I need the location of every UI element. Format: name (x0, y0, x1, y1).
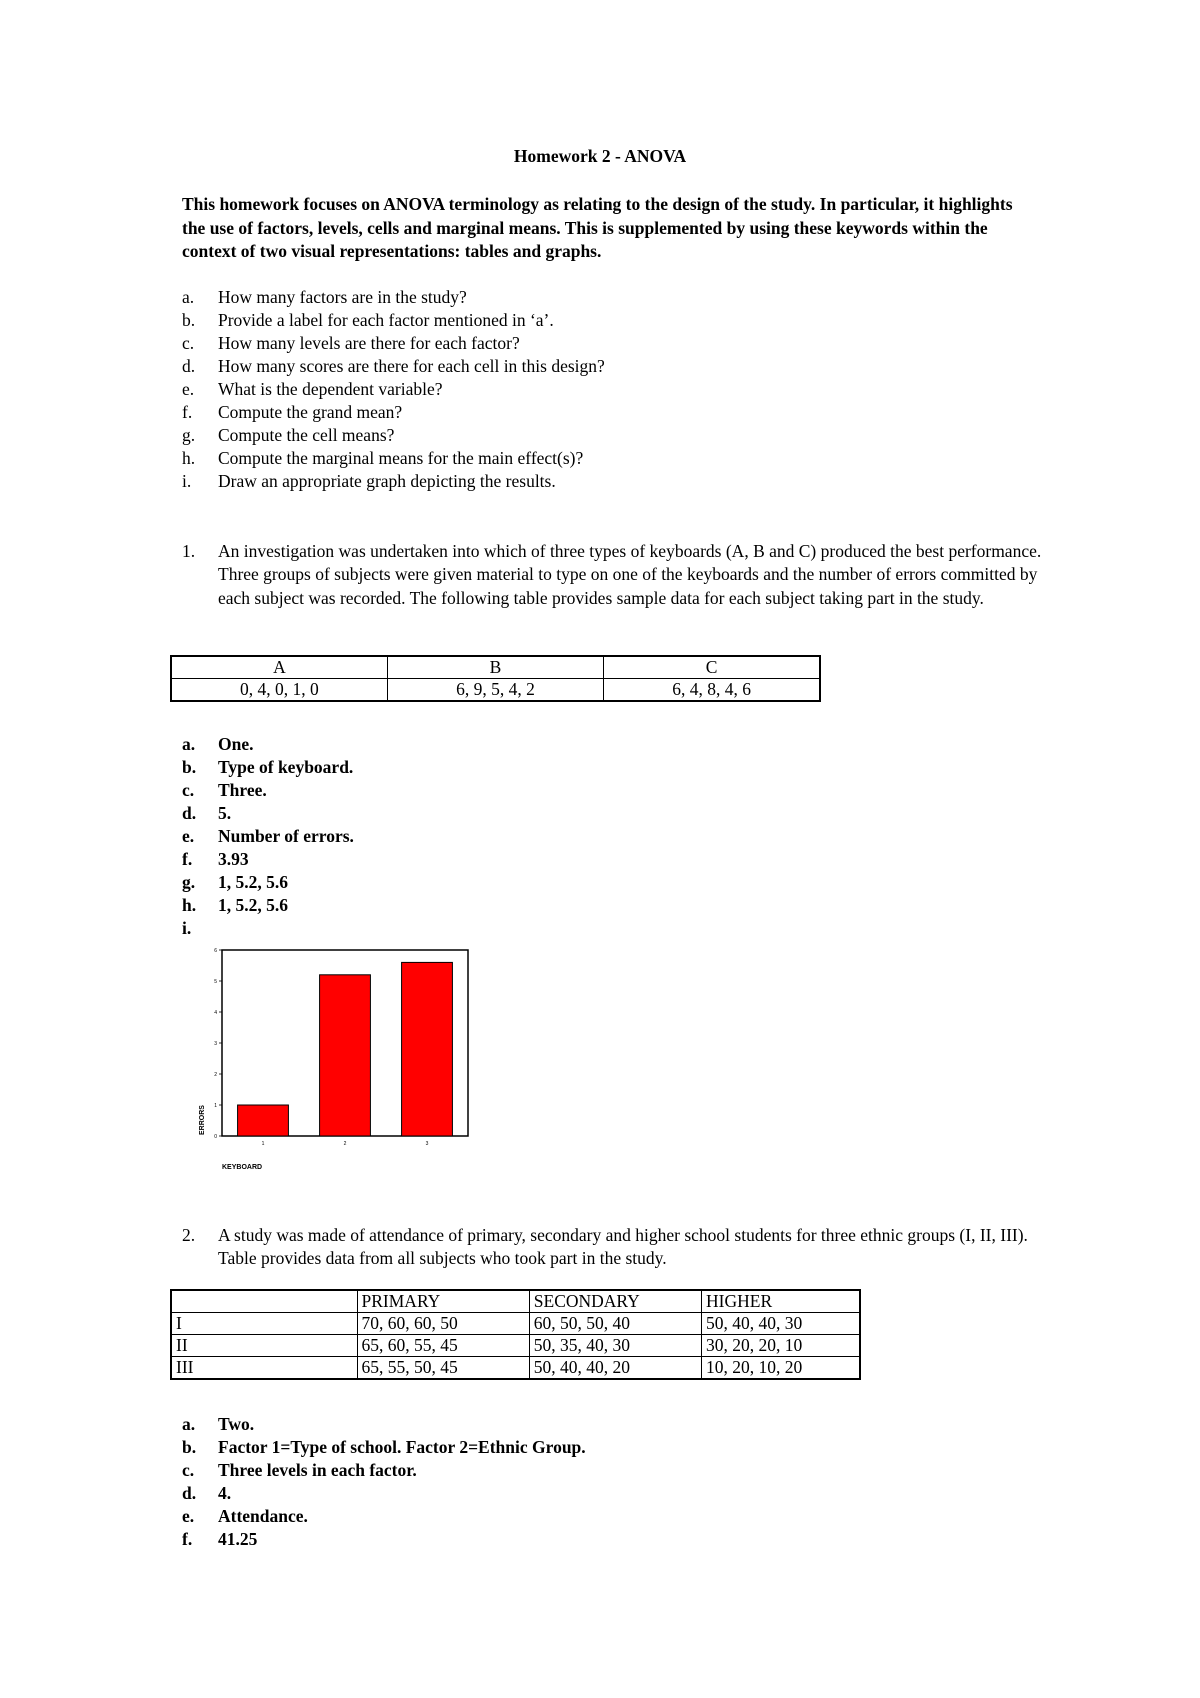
y-tick-label: 2 (214, 1072, 217, 1078)
table-cell: 50, 40, 40, 30 (702, 1313, 860, 1335)
table-row (171, 1357, 860, 1380)
item-label: a. (182, 287, 195, 307)
answer-text: 4. (218, 1483, 232, 1503)
problem-number: 1. (182, 541, 196, 561)
answer-label: h. (182, 895, 197, 915)
table-cell: 70, 60, 60, 50 (357, 1313, 529, 1335)
table-header-cell: C (604, 656, 820, 679)
table-header-row (171, 656, 820, 679)
problem-1 (182, 540, 1042, 610)
table-header-cell: SECONDARY (529, 1290, 701, 1313)
answer-label: b. (182, 1437, 197, 1457)
item-text: Compute the marginal means for the main effect(s)? (218, 448, 584, 468)
answer-text: 5. (218, 803, 232, 823)
table-cell: 6, 9, 5, 4, 2 (387, 679, 603, 702)
answer-label: c. (182, 1460, 195, 1480)
table-cell: 65, 55, 50, 45 (357, 1357, 529, 1380)
keyboard-errors-bar-chart (190, 945, 490, 1175)
table-cell: 10, 20, 10, 20 (702, 1357, 860, 1380)
answer-label: a. (182, 734, 196, 754)
item-text: How many scores are there for each cell in this design? (218, 356, 605, 376)
page-title: Homework 2 - ANOVA (513, 146, 687, 166)
table-header-cell (171, 1290, 357, 1313)
x-tick-label: 1 (261, 1141, 265, 1147)
answer-text: Two. (218, 1414, 255, 1434)
answer-text: Three. (218, 780, 267, 800)
table-cell: 0, 4, 0, 1, 0 (171, 679, 387, 702)
y-tick-label: 0 (214, 1134, 217, 1140)
attendance-table (170, 1289, 861, 1380)
item-label: b. (182, 310, 196, 330)
answer-text: One. (218, 734, 254, 754)
item-label: f. (182, 402, 193, 422)
answer-label: d. (182, 1483, 197, 1503)
answer-label: e. (182, 826, 195, 846)
item-text: What is the dependent variable? (218, 379, 443, 399)
answer-text: Type of keyboard. (218, 757, 354, 777)
table-header-cell: PRIMARY (357, 1290, 529, 1313)
table-row (171, 1335, 860, 1357)
item-text: How many levels are there for each factor? (218, 333, 520, 353)
bar-1 (238, 1105, 289, 1136)
answer-label: f. (182, 849, 193, 869)
answer-label: d. (182, 803, 197, 823)
answer-text: 1, 5.2, 5.6 (218, 895, 288, 915)
table-cell: III (171, 1357, 357, 1380)
bar-2 (320, 975, 371, 1136)
y-tick-label: 5 (214, 979, 217, 985)
item-label: i. (182, 471, 192, 491)
table-cell: 6, 4, 8, 4, 6 (604, 679, 820, 702)
table-cell: 65, 60, 55, 45 (357, 1335, 529, 1357)
problem-2 (182, 1224, 1042, 1271)
answer-text: Three levels in each factor. (218, 1460, 417, 1480)
problem-number: 2. (182, 1225, 196, 1245)
answer-text: 41.25 (218, 1529, 258, 1549)
y-tick-label: 6 (214, 948, 217, 954)
bar-3 (402, 962, 453, 1136)
problem-text: A study was made of attendance of primary, secondary and higher school students for three ethnic groups (I, II, III). Table provides data from all subjects who took part in the study. (218, 1225, 1028, 1269)
answer-label: e. (182, 1506, 195, 1526)
problem-text: An investigation was undertaken into which of three types of keyboards (A, B and C) produced the best performance. Three groups of subjects were given material to type on one of the keyboards and the number of errors committed by each subject was recorded. The following table provides sample data for each subject taking part in the study. (218, 541, 1042, 608)
table-row (171, 679, 820, 702)
x-tick-label: 3 (425, 1141, 429, 1147)
table-header-cell: A (171, 656, 387, 679)
item-text: Provide a label for each factor mentioned in ‘a’. (218, 310, 554, 330)
item-label: g. (182, 425, 196, 445)
answer-label: a. (182, 1414, 196, 1434)
answer-label: b. (182, 757, 197, 777)
answer-text: 1, 5.2, 5.6 (218, 872, 288, 892)
y-tick-label: 1 (214, 1103, 217, 1109)
answer-text: 3.93 (218, 849, 249, 869)
table-cell: 50, 35, 40, 30 (529, 1335, 701, 1357)
item-label: c. (182, 333, 195, 353)
intro-paragraph: This homework focuses on ANOVA terminology as relating to the design of the study. In particular, it highlights the use of factors, levels, cells and marginal means. This is supplemented by using these keywords within the context of two visual representations: tables and graphs. (182, 194, 1013, 261)
item-label: h. (182, 448, 196, 468)
item-label: d. (182, 356, 196, 376)
item-label: e. (182, 379, 195, 399)
item-text: Compute the cell means? (218, 425, 395, 445)
item-text: How many factors are in the study? (218, 287, 467, 307)
table-cell: 60, 50, 50, 40 (529, 1313, 701, 1335)
answer-text: Factor 1=Type of school. Factor 2=Ethnic Group. (218, 1437, 586, 1457)
item-text: Draw an appropriate graph depicting the results. (218, 471, 556, 491)
answer-label: c. (182, 780, 195, 800)
y-axis-label: ERRORS (199, 1105, 206, 1135)
answer-label: g. (182, 872, 196, 892)
table-cell: II (171, 1335, 357, 1357)
answer-label: f. (182, 1529, 193, 1549)
x-tick-label: 2 (343, 1141, 347, 1147)
table-cell: 50, 40, 40, 20 (529, 1357, 701, 1380)
answer-text: Attendance. (218, 1506, 308, 1526)
item-text: Compute the grand mean? (218, 402, 403, 422)
table-cell: 30, 20, 20, 10 (702, 1335, 860, 1357)
x-axis-label: KEYBOARD (222, 1164, 263, 1171)
keyboard-table (170, 655, 821, 702)
answer-text: Number of errors. (218, 826, 354, 846)
table-header-cell: HIGHER (702, 1290, 860, 1313)
table-cell: I (171, 1313, 357, 1335)
table-header-row (171, 1290, 860, 1313)
table-row (171, 1313, 860, 1335)
y-tick-label: 4 (214, 1010, 217, 1016)
answer-label: i. (182, 918, 192, 938)
y-tick-label: 3 (214, 1041, 217, 1047)
table-header-cell: B (387, 656, 603, 679)
